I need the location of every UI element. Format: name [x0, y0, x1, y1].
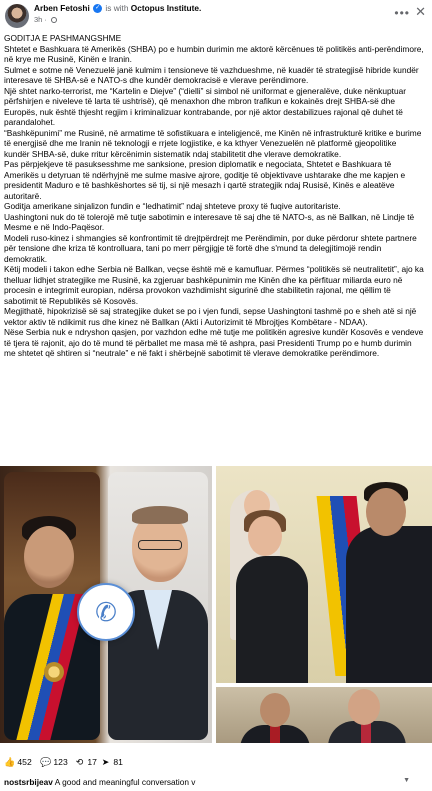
post-meta: 3h ·: [34, 15, 57, 24]
phone-icon: ✆: [95, 597, 117, 627]
comment-text: A good and meaningful conversation v: [54, 777, 196, 787]
call-badge: [77, 583, 135, 641]
like-action[interactable]: [4, 757, 32, 768]
send-icon: ➤: [101, 757, 110, 767]
post-paragraph: Nëse Serbia nuk e ndryshon qasjen, por vazhdon edhe më tutje me politikën agresive kundër Kosovës e vendeve të tjera të rajonit, ajo do të mund të përballet me masa më të ashpra, pasi Presidenti Trump po e humb durimin me shtetet që shtiren si “neutrale” e në fakt i shërbejnë sabotimit të vlerave demokratike perëndimore.: [4, 327, 424, 358]
comment-icon: 💬: [40, 757, 52, 767]
shares-count: 17: [87, 757, 97, 767]
comment-preview[interactable]: [4, 777, 432, 787]
post-paragraph: Pas përpjekjeve të pasuksesshme me sanksione, presion diplomatik e negociata, Shtetet e Bashkuara të Amerikës u detyruan të ndërhyjnë me sulme masive ajrore, goditje të objektivave ushtarake dhe me kapjen e presidentit Maduro e të bashkëshortes së tij, si një mesazh i qartë strategjik ndaj Rusisë, Kinës e aleatëve autoritarë.: [4, 159, 406, 201]
with-text: is with: [105, 3, 129, 13]
post-paragraph: “Bashkëpunimi” me Rusinë, në armatime të sofistikuara e inteligjencë, me Kinën në infrastrukturë kritike e burime të energjisë dhe me Iranin në teknologji e rrjete logjistike, e ka kthyer Venezuelën në platformë gjeopolitike kundër SHBA-së, duke rritur kërcënimin sistematik ndaj stabilitetit dhe vlerave demokratike.: [4, 127, 422, 159]
post-body: [4, 33, 424, 359]
post-paragraph: Një shtet narko-terrorist, me “Kartelin e Diejve” (“dielli” si simbol në uniformat e gjeneralëve, duke nënkuptuar përfshirjen e niveleve të larta të ushtrisë), që menaxhon dhe mbron trafikun e kokainës drejt SHBA-së dhe Europës, nuk është thjesht regjim i kriminalizuar kontrabande, por një aktor destabilizues rajonal që duhet të parandalohet.: [4, 85, 407, 127]
share-icon: ⟲: [75, 757, 84, 767]
post-paragraph: Shtetet e Bashkuara të Amerikës (SHBA) po e humbin durimin me aktorë kërcënues të politikës anti-perëndimore, në krye me Rusinë, Kinën e Iranin.: [4, 43, 424, 64]
scroll-down-icon[interactable]: ▼: [403, 777, 410, 784]
post-media: [0, 466, 432, 743]
photo-meeting[interactable]: [216, 687, 432, 743]
post-paragraph: Uashingtoni nuk do të tolerojë më tutje sabotimin e interesave të saj dhe të NATO-s, as në Ballkan, në Lindje të Mesme e në Indo-Paqësor.: [4, 211, 415, 232]
comment-action[interactable]: [40, 757, 68, 768]
post-paragraph: Modeli ruso-kinez i shmangies së konfrontimit të drejtpërdrejt me Perëndimin, por duke përdorur shtete partnere për tensione dhe kriza të kontrolluara, tani po merr përgjigje të fortë dhe s'mund ta delegjitimojë rendin demokratik.: [4, 232, 417, 264]
likes-count: 452: [17, 757, 32, 767]
author-name[interactable]: Arben Fetoshi: [34, 3, 90, 13]
share-action[interactable]: [74, 757, 97, 768]
photo-call-graphic[interactable]: [0, 466, 212, 743]
send-action[interactable]: [100, 757, 123, 768]
globe-icon: [51, 17, 57, 23]
thumbs-up-icon: 👍: [4, 757, 16, 767]
author-line: [34, 3, 201, 13]
post-paragraph: Këtij modeli i takon edhe Serbia në Ballkan, veçse është më e kamufluar. Përmes “politikës së neutralitetit”, ajo ka thelluar lidhjet strategjike me Rusinë, ka zgjeruar bashkëpunimin me Kinën dhe ka përfituar miliarda euro në procesin e integrimit europian, ndërsa provokon vazhdimisht sigurinë dhe stabilitetin rajonal, me qëllim të sabotimit të Republikës së Kosovës.: [4, 264, 424, 306]
photo-handshake[interactable]: [216, 466, 432, 683]
post-paragraph: Sulmet e sotme në Venezuelë janë kulmim i tensioneve të vazhdueshme, në kuadër të strategjisë hibride kundër interesave të SHBA-së e NATO-s dhe kundër demokracisë e vlerave perëndimore.: [4, 64, 419, 85]
post-header: [0, 0, 432, 30]
close-icon[interactable]: ✕: [415, 4, 426, 19]
more-options-icon[interactable]: •••: [394, 6, 410, 20]
post-title: GODITJA E PASHMANGSHME: [4, 33, 122, 43]
post-time[interactable]: 3h: [34, 15, 43, 24]
comment-author[interactable]: nostsrbijeav: [4, 777, 53, 787]
verified-badge-icon: ✓: [95, 5, 101, 12]
tagged-page[interactable]: Octopus Institute.: [130, 3, 202, 13]
post-paragraph: Goditja amerikane sinjalizon fundin e “ledhatimit” ndaj shteteve proxy të fuqive autoritariste.: [4, 201, 341, 211]
comments-count: 123: [53, 757, 68, 767]
reaction-bar: [0, 755, 432, 771]
author-avatar[interactable]: [5, 4, 29, 28]
sends-count: 81: [113, 757, 123, 767]
post-paragraph: Megjithatë, hipokrizisë së saj strategjike duket se po i vjen fundi, sepse Uashingtoni tashmë po e sheh atë si një vektor aktiv të ndikimit rus dhe kinez në Ballkan (Akti i Autorizimit të Mbrojtjes Kombëtare - NDAA).: [4, 306, 417, 327]
